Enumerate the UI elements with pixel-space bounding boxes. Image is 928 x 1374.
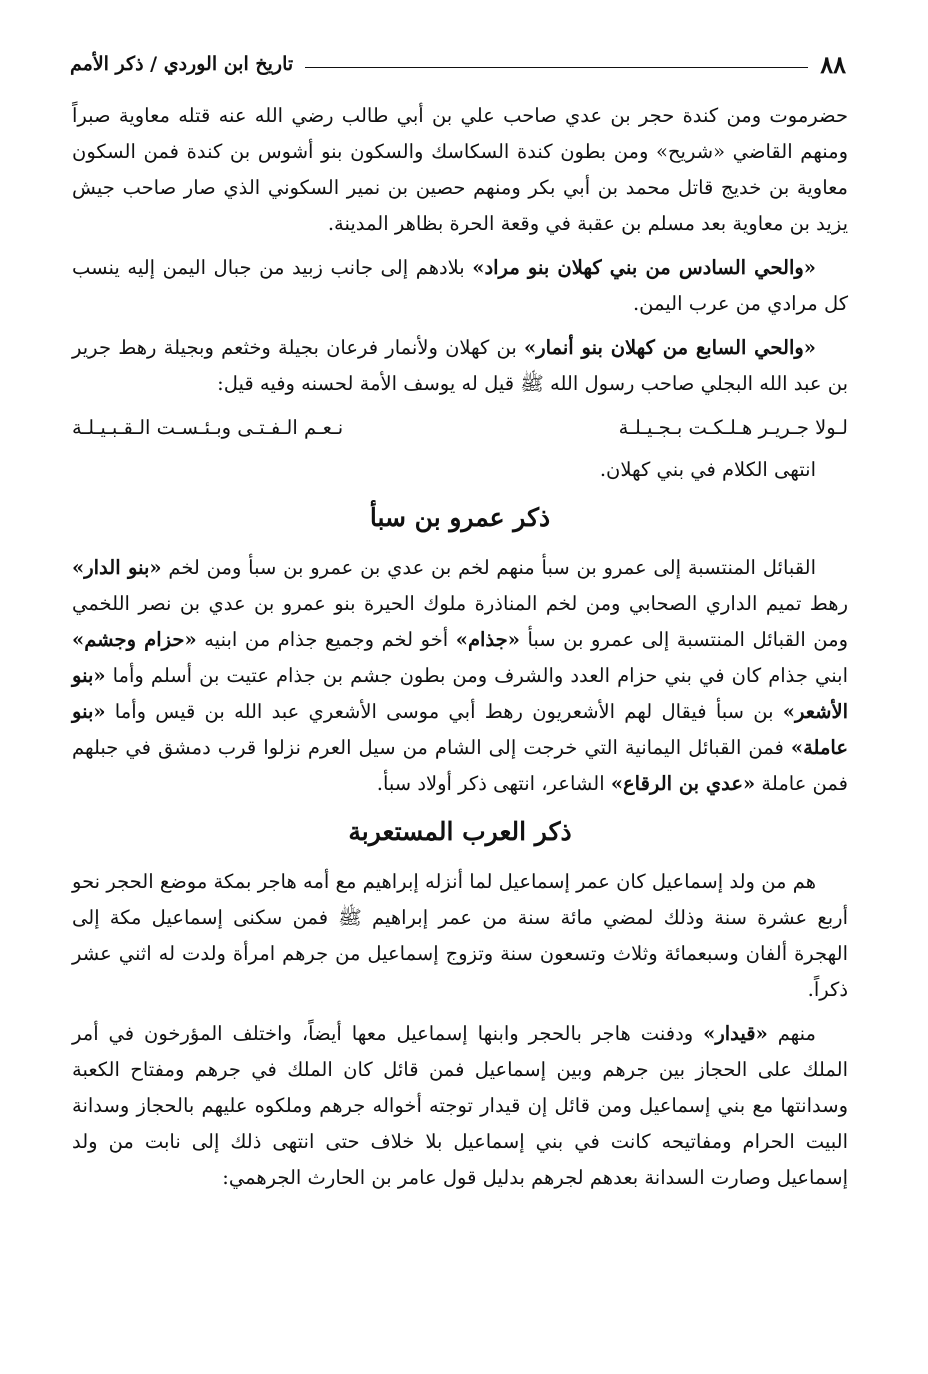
paragraph-2-bold: «والحي السادس من بني كهلان بنو مراد» (472, 256, 816, 279)
p5-bold-3: «حزام وجشم» (72, 628, 197, 651)
paragraph-3-text: بن كهلان ولأنمار فرعان بجيلة وخثعم وبجيلة رهط جرير بن عبد الله البجلي صاحب رسول الله ﷺ قيل له يوسف الأمة لحسنه وفيه قيل: (72, 336, 848, 395)
paragraph-7 (72, 1016, 848, 1196)
paragraph-3-bold: «والحي السابع من كهلان بنو أنمار» (524, 336, 816, 359)
section-heading-amr-bin-saba: ذكر عمرو بن سبأ (369, 503, 551, 532)
page-header (70, 44, 846, 84)
verse-hemistich-2: نـعـم الـفـتـى وبـئـسـت الـقـبـيـلـة (72, 416, 344, 439)
paragraph-1: حضرموت ومن كندة حجر بن عدي صاحب علي بن أبي طالب رضي الله عنه قتله معاوية صبراً ومنهم القاضي «شريح» ومن بطون كندة السكاسك والسكون بنو أشوس بن كندة فمن السكون معاوية بن خديج قاتل محمد بن أبي بكر ومنهم حصين بن نمير السكوني الذي صار صاحب جيش يزيد بن معاوية بعد مسلم بن عقبة في وقعة الحرة بظاهر المدينة. (72, 104, 848, 235)
poem-verse (72, 410, 848, 446)
p5-bold-6: «عدي بن الرقاع» (610, 772, 756, 795)
p7-text-1: منهم (767, 1022, 816, 1045)
p5-bold-1: «بنو الدار» (72, 556, 162, 579)
section-heading-mustaariba: ذكر العرب المستعربة (348, 817, 572, 846)
paragraph-3 (72, 330, 848, 402)
p5-text-6: فمن القبائل اليمانية التي خرجت إلى الشام من سيل العرم نزلوا قرب دمشق في جبلهم فمن عاملة (72, 736, 848, 795)
running-title: تاريخ ابن الوردي / ذكر الأمم (70, 53, 294, 75)
p5-text-4: ابني جذام كان في بني حزام العدد والشرف ومن بطون جشم بن جذام عتيت بن أسلم وأما (105, 664, 848, 687)
p5-text-5: بن سبأ فيقال لهم الأشعريون رهط أبي موسى الأشعري عبد الله بن قيس وأما (105, 700, 783, 723)
page-number: ٨٨ (820, 49, 846, 79)
verse-hemistich-1: لـولا جـريـر هـلـكـت بـجـيـلـة (618, 416, 848, 439)
paragraph-4: انتهى الكلام في بني كهلان. (599, 458, 816, 481)
p5-bold-4: «بنو الأشعر» (72, 664, 848, 723)
paragraph-6: هم من ولد إسماعيل كان عمر إسماعيل لما أنزله إبراهيم مع أمه هاجر بمكة موضع الحجر نحو أربع عشرة سنة وذلك لمضي مائة سنة من عمر إبراهيم ﷺ فمن سكنى إسماعيل مكة إلى الهجرة ألفان وسبعمائة وثلاث وتسعون سنة وتزوج إسماعيل من جرهم امرأة ولدت له اثني عشر ذكراً. (72, 870, 848, 1001)
p5-text-7: الشاعر، انتهى ذكر أولاد سبأ. (376, 772, 611, 795)
p7-bold-1: «قيدار» (703, 1022, 768, 1045)
paragraph-2 (72, 250, 848, 322)
p5-text-2: رهط تميم الداري الصحابي ومن لخم المناذرة ملوك الحيرة بنو عمرو بن عدي بن نصر اللخمي ومن القبائل المنتسبة إلى عمرو بن سبأ (72, 592, 848, 651)
p5-text-3: أخو لخم وجميع جذام من ابنيه (196, 628, 456, 651)
paragraph-2-text: بلادهم إلى جانب زبيد من جبال اليمن إليه ينسب كل مرادي من عرب اليمن. (72, 256, 848, 315)
page-body (72, 98, 848, 1204)
paragraph-5 (72, 550, 848, 802)
p5-bold-5: «بنو عاملة» (72, 700, 848, 759)
p5-text-1: القبائل المنتسبة إلى عمرو بن سبأ منهم لخم بن عدي بن عمرو بن سبأ ومن لخم (161, 556, 816, 579)
p7-text-2: ودفنت هاجر بالحجر وابنها إسماعيل معها أيضاً، واختلف المؤرخون في أمر الملك على الحجاز بين جرهم وبين إسماعيل فمن قائل كان الملك في جرهم ومفتاح الكعبة وسدانتها مع بني إسماعيل ومن قائل إن قيدار توجته أخواله جرهم وملكوه عليهم بالحجاز وسدانة البيت الحرام ومفاتيحه كانت في بني إسماعيل بلا خلاف حتى انتهى ذلك إلى نابت من ولد إسماعيل وصارت السدانة بعدهم لجرهم بدليل قول عامر بن الحارث الجرهمي: (72, 1022, 848, 1189)
header-rule (305, 67, 808, 68)
p5-bold-2: «جذام» (455, 628, 520, 651)
